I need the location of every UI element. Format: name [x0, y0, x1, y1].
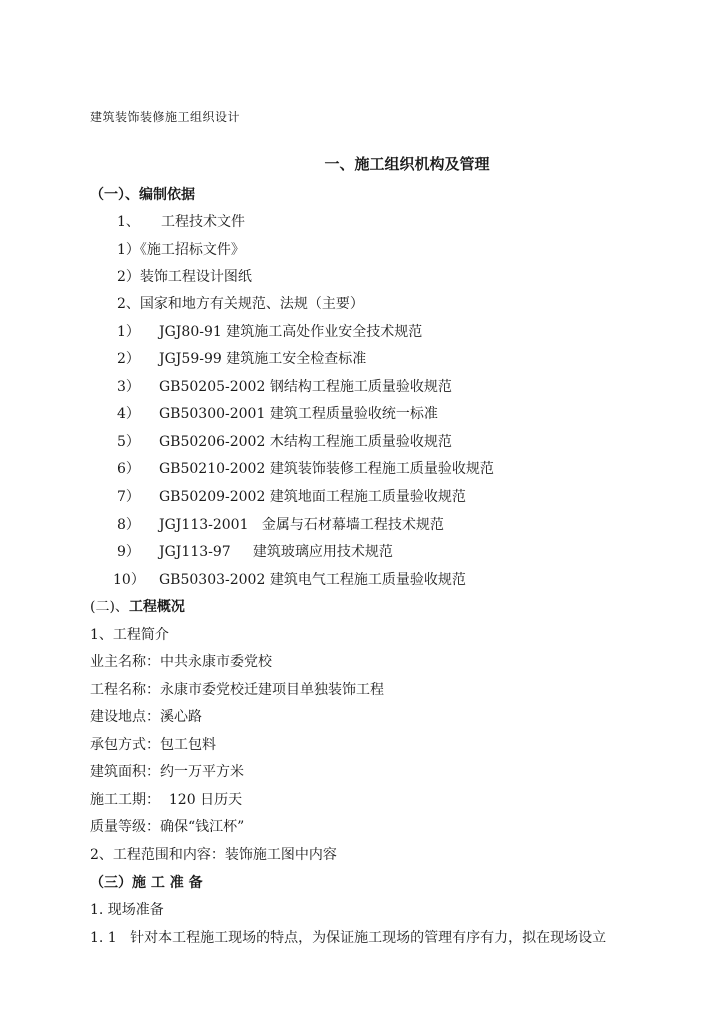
standard-num: 4） [117, 406, 140, 422]
quality-grade: 质量等级：确保“钱江杯” [90, 819, 245, 835]
standard-text: JGJ113-97 建筑玻璃应用技术规范 [159, 544, 393, 560]
standard-item [117, 321, 422, 341]
standard-num: 7） [117, 489, 140, 505]
contract-mode: 承包方式：包工包料 [90, 737, 216, 753]
preparation-sub-1: 1. 现场准备 [90, 902, 164, 918]
standard-item [117, 458, 494, 478]
standard-text: GB50206-2002 木结构工程施工质量验收规范 [159, 434, 452, 450]
standard-num: 9） [117, 544, 140, 560]
standard-item [117, 514, 444, 534]
standard-num: 1） [117, 324, 140, 340]
overview-heading-main: 工程概况 [128, 599, 185, 615]
standard-item [117, 431, 452, 451]
standard-item [117, 403, 438, 423]
basis-item-1-1: 1）《施工招标文件》 [117, 242, 245, 258]
standard-text: GB50209-2002 建筑地面工程施工质量验收规范 [159, 489, 466, 505]
standard-item [117, 486, 466, 506]
section-heading-overview [90, 596, 185, 616]
basis-item-1-2: 2）装饰工程设计图纸 [117, 269, 252, 285]
section-heading-preparation: （三）施 工 准 备 [90, 875, 203, 891]
section-heading-basis: （一）、编制依据 [90, 187, 195, 203]
basis-item-1-text: 工程技术文件 [161, 214, 245, 230]
standard-num: 10） [113, 572, 145, 588]
standard-text: GB50300-2001 建筑工程质量验收统一标准 [159, 406, 438, 422]
page-title: 一、施工组织机构及管理 [324, 155, 490, 173]
standard-text: JGJ113-2001 金属与石材幕墙工程技术规范 [159, 517, 444, 533]
standard-text: JGJ80-91 建筑施工高处作业安全技术规范 [159, 324, 423, 340]
standard-item [113, 569, 466, 589]
basis-item-1 [117, 211, 245, 231]
standard-num: 5） [117, 434, 140, 450]
overview-sub-1: 1、工程简介 [90, 627, 169, 643]
standard-text: GB50210-2002 建筑装饰装修工程施工质量验收规范 [159, 461, 494, 477]
basis-item-1-num: 1、 [117, 214, 140, 230]
standard-text: GB50303-2002 建筑电气工程施工质量验收规范 [159, 572, 466, 588]
basis-item-2: 2、国家和地方有关规范、法规（主要） [117, 296, 364, 312]
project-name: 工程名称：永康市委党校迁建项目单独装饰工程 [90, 682, 384, 698]
project-location: 建设地点：溪心路 [90, 709, 202, 725]
standard-num: 6） [117, 461, 140, 477]
standard-item [117, 376, 452, 396]
overview-heading-prefix: (二)、 [90, 599, 129, 615]
building-area: 建筑面积：约一万平方米 [90, 764, 244, 780]
page-header: 建筑装饰装修施工组织设计 [90, 110, 241, 124]
owner-name: 业主名称：中共永康市委党校 [90, 654, 272, 670]
standard-item [117, 541, 393, 561]
standard-num: 3） [117, 379, 140, 395]
standard-item [117, 348, 366, 368]
overview-sub-2: 2、工程范围和内容：装饰施工图中内容 [90, 847, 337, 863]
standard-num: 8） [117, 517, 140, 533]
preparation-paragraph: 1. 1 针对本工程施工现场的特点，为保证施工现场的管理有序有力，拟在现场设立 [90, 930, 607, 946]
standard-text: JGJ59-99 建筑施工安全检查标准 [159, 351, 367, 367]
standard-text: GB50205-2002 钢结构工程施工质量验收规范 [159, 379, 452, 395]
construction-duration: 施工工期： 120 日历天 [90, 792, 243, 808]
standard-num: 2） [117, 351, 140, 367]
